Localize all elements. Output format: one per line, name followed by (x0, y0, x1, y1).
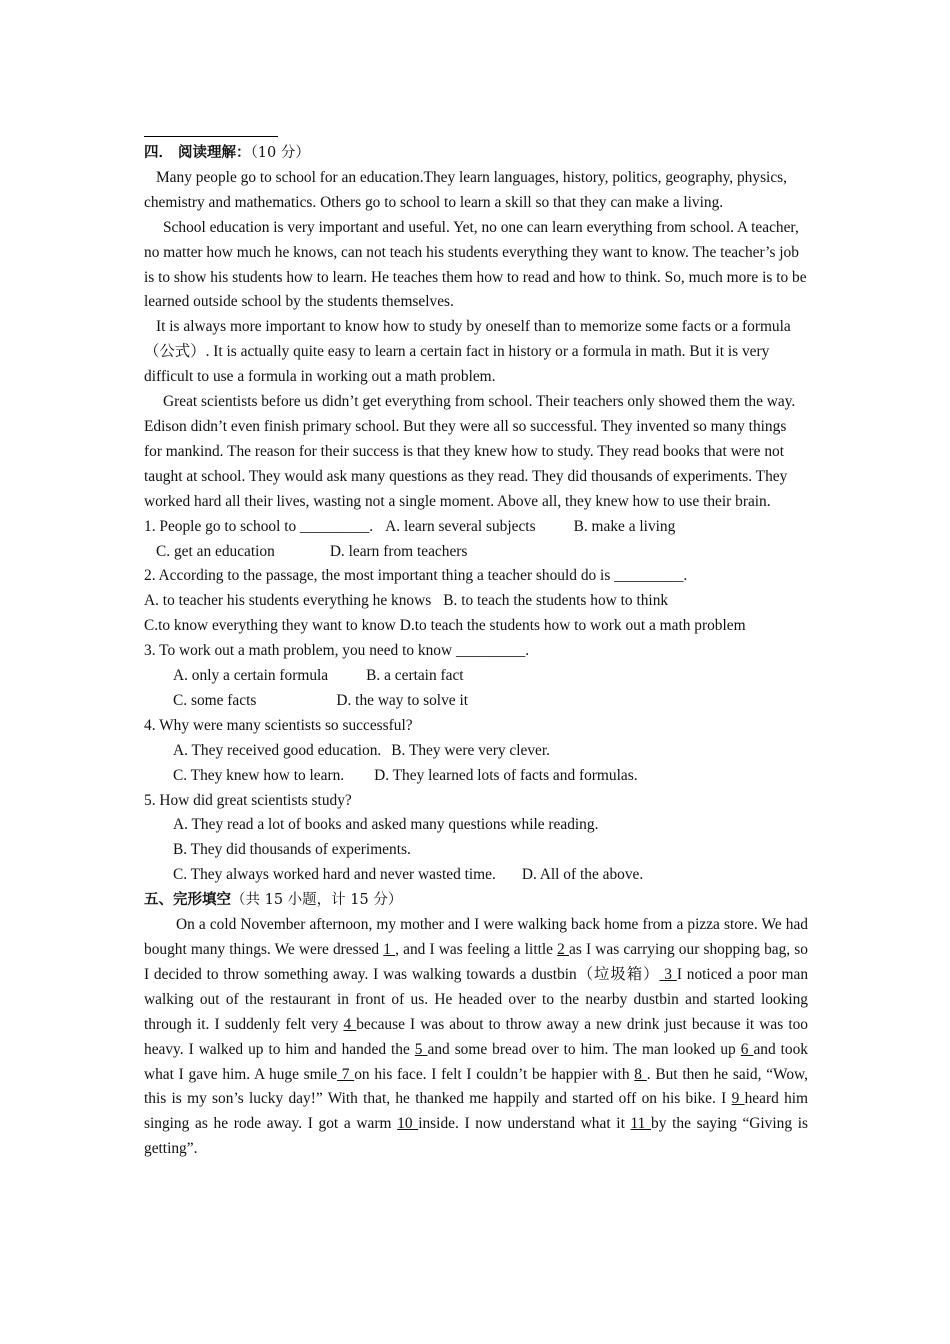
q5-option-c: C. They always worked hard and never wasted time. (173, 866, 496, 884)
question-1 (144, 515, 808, 565)
cloze-text: by the saying “Giving is getting”. (144, 1115, 808, 1158)
section4-score: （10 分） (250, 145, 310, 161)
cloze-blank-4[interactable]: 4 (343, 1015, 357, 1033)
passage-paragraph-2: School education is very important and useful. Yet, no one can learn everything from school. A teacher, no matter how much he knows, can not teach his students everything they want to know. The teacher’s job is to show his students how to learn. He teaches them how to read and how to think. So, much more is to be learned outside school by the students themselves. (144, 218, 807, 311)
exam-page (144, 136, 808, 1162)
passage-paragraph-1: Many people go to school for an education.They learn languages, history, politics, geography, physics, chemistry and mathematics. Others go to school to learn a skill so that they can make a living. (144, 168, 787, 211)
cloze-blank-7[interactable]: 7 (337, 1065, 355, 1083)
q1-option-a: A. learn several subjects (385, 517, 536, 535)
q2-option-a: A. to teacher his students everything he knows (144, 592, 432, 610)
cloze-text: inside. I now understand what it (418, 1115, 631, 1133)
cloze-text: I noticed a poor man walking out of the restaurant in front of us. He headed over to the nearby dustbin and started looking through it. I suddenly felt very (144, 965, 809, 1033)
q5-stem: 5. How did great scientists study? (144, 791, 352, 809)
q4-stem: 4. Why were many scientists so successful? (144, 716, 413, 734)
cloze-text: heard him singing as he rode away. I got a warm (144, 1090, 809, 1133)
section5-score: （共 15 小题，计 15 分） (231, 892, 403, 909)
q3-stem: 3. To work out a math problem, you need to know _________. (144, 642, 530, 660)
section5-title: 五、完形填空 (144, 891, 231, 909)
cloze-text: . But then he said, “Wow, this is my son’s lucky day!” With that, he thanked me happily and started off on his bike. I (144, 1065, 809, 1108)
cloze-blank-5[interactable]: 5 (414, 1040, 428, 1058)
cloze-text: as I was carrying our shopping bag, so I decided to throw something away. I was walking towards a dustbin（垃圾箱） (144, 941, 808, 983)
question-4 (144, 714, 808, 789)
cloze-blank-8[interactable]: 8 (634, 1065, 647, 1083)
q1-stem: 1. People go to school to _________. (144, 517, 374, 535)
question-2 (144, 564, 808, 639)
cloze-blank-9[interactable]: 9 (731, 1090, 745, 1108)
cloze-blank-1[interactable]: 1 (383, 941, 396, 958)
cloze-text: , and I was feeling a little (395, 941, 558, 958)
section4-title: 四． 阅读理解： (144, 144, 251, 161)
cloze-blank-3[interactable]: 3 (659, 965, 677, 983)
passage-paragraph-3: It is always more important to know how to study by oneself than to memorize some facts or a formula（公式）. It is actually quite easy to learn a certain fact in history or a formula in math. But it is very difficult to use a formula in working out a math problem. (144, 318, 791, 386)
q3-option-c: C. some facts (173, 691, 257, 709)
q4-option-c: C. They knew how to learn. (173, 766, 345, 784)
question-5 (144, 789, 808, 889)
q5-option-d: D. All of the above. (521, 866, 644, 884)
q1-option-d: D. learn from teachers (329, 542, 468, 560)
q4-option-a: A. They received good education. (173, 741, 382, 759)
q5-option-a: A. They read a lot of books and asked many questions while reading. (173, 816, 599, 834)
cloze-text: on his face. I felt I couldn’t be happier with (354, 1065, 635, 1083)
cloze-blank-10[interactable]: 10 (397, 1115, 419, 1133)
cloze-text: because I was about to throw away a new drink just because it was too heavy. I walked up to him and handed the (144, 1015, 808, 1058)
q2-option-c: C.to know everything they want to know (144, 617, 396, 635)
cloze-text: and some bread over to him. The man looked up (427, 1040, 741, 1058)
q2-option-b: B. to teach the students how to think (443, 592, 669, 610)
cloze-blank-6[interactable]: 6 (740, 1040, 754, 1058)
header-rule (144, 136, 278, 137)
q3-option-b: B. a certain fact (366, 667, 464, 685)
q1-option-c: C. get an education (156, 542, 275, 560)
question-3 (144, 639, 808, 714)
cloze-text: On a cold November afternoon, my mother and I were walking back home from a pizza store. We had bought many things. We were dressed (144, 916, 808, 958)
q2-stem: 2. According to the passage, the most important thing a teacher should do is _________. (144, 567, 688, 585)
section5-heading (144, 888, 808, 913)
q3-option-a: A. only a certain formula (173, 667, 329, 685)
section4-heading (144, 141, 808, 166)
q4-option-b: B. They were very clever. (391, 741, 550, 759)
q5-option-b: B. They did thousands of experiments. (173, 841, 411, 859)
cloze-text: and took what I gave him. A huge smile (144, 1040, 809, 1083)
cloze-blank-11[interactable]: 11 (630, 1115, 652, 1133)
q3-option-d: D. the way to solve it (336, 691, 469, 709)
q1-option-b: B. make a living (573, 517, 676, 535)
q4-option-d: D. They learned lots of facts and formulas. (374, 766, 638, 784)
cloze-passage (144, 913, 808, 1162)
passage-paragraph-4: Great scientists before us didn’t get everything from school. Their teachers only showed them the way. Edison didn’t even finish primary school. But they were all so successful. They invented so many things for mankind. The reason for their success is that they knew how to study. They read books that were not taught at school. They would ask many questions as they read. They did thousands of experiments. They worked hard all their lives, wasting not a single moment. Above all, they knew how to use their brain. (144, 393, 796, 510)
cloze-blank-2[interactable]: 2 (557, 941, 570, 958)
q2-option-d: D.to teach the students how to work out a math problem (399, 617, 746, 635)
